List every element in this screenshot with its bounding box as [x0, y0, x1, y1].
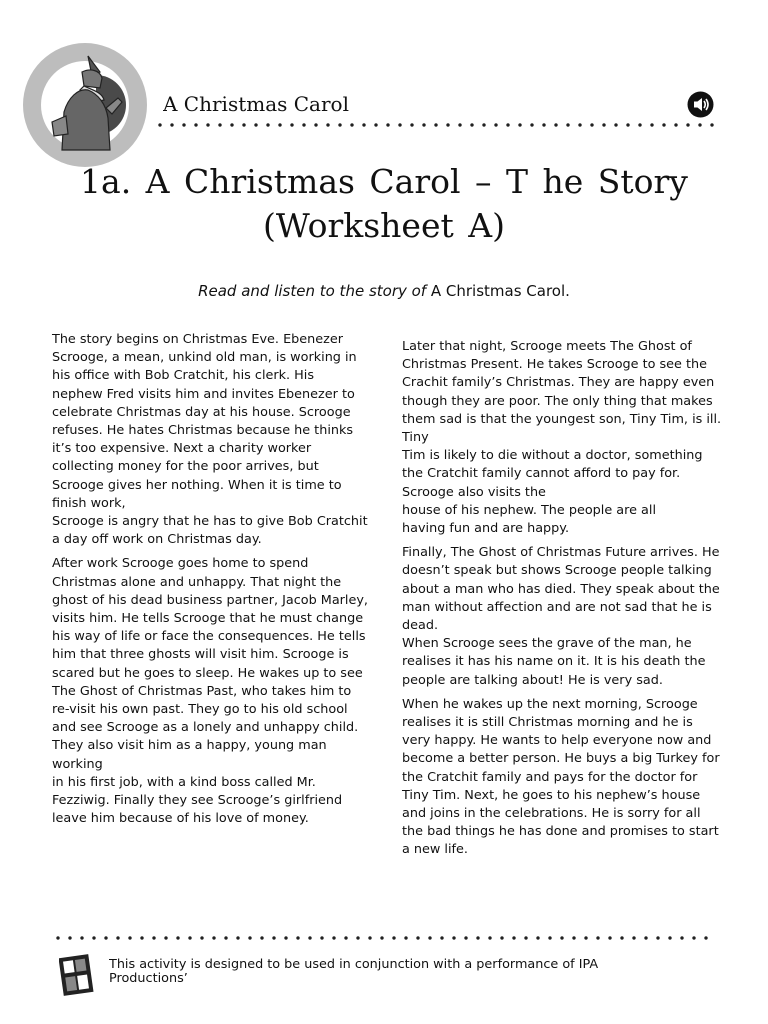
intro-book-title: A Christmas Carol. [430, 282, 570, 300]
paragraph-text: The story begins on Christmas Eve. Ebenezer Scrooge, a mean, unkind old man, is working in his office with Bob Cratchit, his clerk. His nephew Fred visits him and invites Ebenezer to celebrate Christmas day at his house. Scrooge refuses. He hates Christmas because he thinks it’s too expensive. Next a charity worker collecting money for the poor arrives, but Scrooge gives her nothing. When it is time to finish work, [52, 332, 357, 511]
paragraph-text: having fun and are happy. [402, 521, 570, 537]
paragraph-text: When he wakes up the next morning, Scrooge realises it is still Christmas morning and he is very happy. He wants to help everyone now and become a better person. He buys a big Turkey for the Cratchit family and pays for the doctor for Tiny Tim. Next, he goes to his nephew’s house and joins in the celebrations. He is sorry for all the bad things he has done and promises to start a new life. [402, 696, 720, 858]
page-title [40, 160, 728, 248]
story-paragraph [402, 544, 722, 690]
story-paragraph [402, 696, 722, 860]
header-title: A Christmas Carol [163, 93, 349, 116]
story-paragraph [52, 555, 368, 828]
paragraph-text: They also visit him as a happy, young man working [52, 738, 327, 772]
paragraph-text: house of his nephew. The people are all [402, 502, 657, 518]
paragraph-text: Tim is likely to die without a doctor, something the Cratchit family cannot afford to pay for. Scrooge also visits the [402, 448, 703, 500]
footer-note: This activity is designed to be used in conjunction with a performance of IPA Productions’ [109, 958, 599, 986]
page-title-line-1: 1a. A Christmas Carol – T he Story [80, 162, 688, 201]
paragraph-text: Later that night, Scrooge meets The Ghost of Christmas Present. He takes Scrooge to see the Crachit family’s Christmas. They are happy even though they are poor. The only thing that makes them sad is that the youngest son, Tiny Tim, is ill. Tiny [402, 339, 722, 446]
story-paragraph [52, 331, 368, 549]
intro-italic: Read and listen to the story of [198, 282, 431, 300]
page-title-line-2: (Worksheet A) [263, 206, 505, 245]
story-column-right [402, 338, 722, 866]
paragraph-text: Scrooge is angry that he has to give Bob Cratchit a day off work on Christmas day. [52, 514, 368, 548]
story-paragraph [402, 338, 722, 538]
dotted-divider-top [154, 123, 716, 127]
paragraph-text: After work Scrooge goes home to spend Christmas alone and unhappy. That night the ghost of his dead business partner, Jacob Marley, visits him. He tells Scrooge that he must change his way of life or face the consequences. He tells him that three ghosts will visit him. Scrooge is scared but he goes to sleep. He wakes up to see The Ghost of Christmas Past, who takes him to re-visit his own past. They go to his old school and see Scrooge as a lonely and unhappy child. [52, 556, 368, 736]
ipa-logo-icon [59, 954, 97, 996]
intro-instruction [40, 281, 728, 301]
paragraph-text: in his first job, with a kind boss called Mr. Fezziwig. Finally they see Scrooge’s girlfriend leave him because of his love of money. [52, 774, 343, 827]
paragraph-text: Finally, The Ghost of Christmas Future arrives. He doesn’t speak but shows Scrooge people talking about a man who has died. They speak about the man without affection and are not sad that he is dead. [402, 545, 720, 634]
scrooge-portrait-icon [22, 42, 148, 168]
dotted-divider-bottom [52, 936, 716, 940]
story-column-left [52, 331, 368, 834]
paragraph-text: When Scrooge sees the grave of the man, he realises it has his name on it. It is his death the people are talking about! He is very sad. [402, 636, 706, 688]
speaker-icon[interactable] [687, 91, 714, 118]
